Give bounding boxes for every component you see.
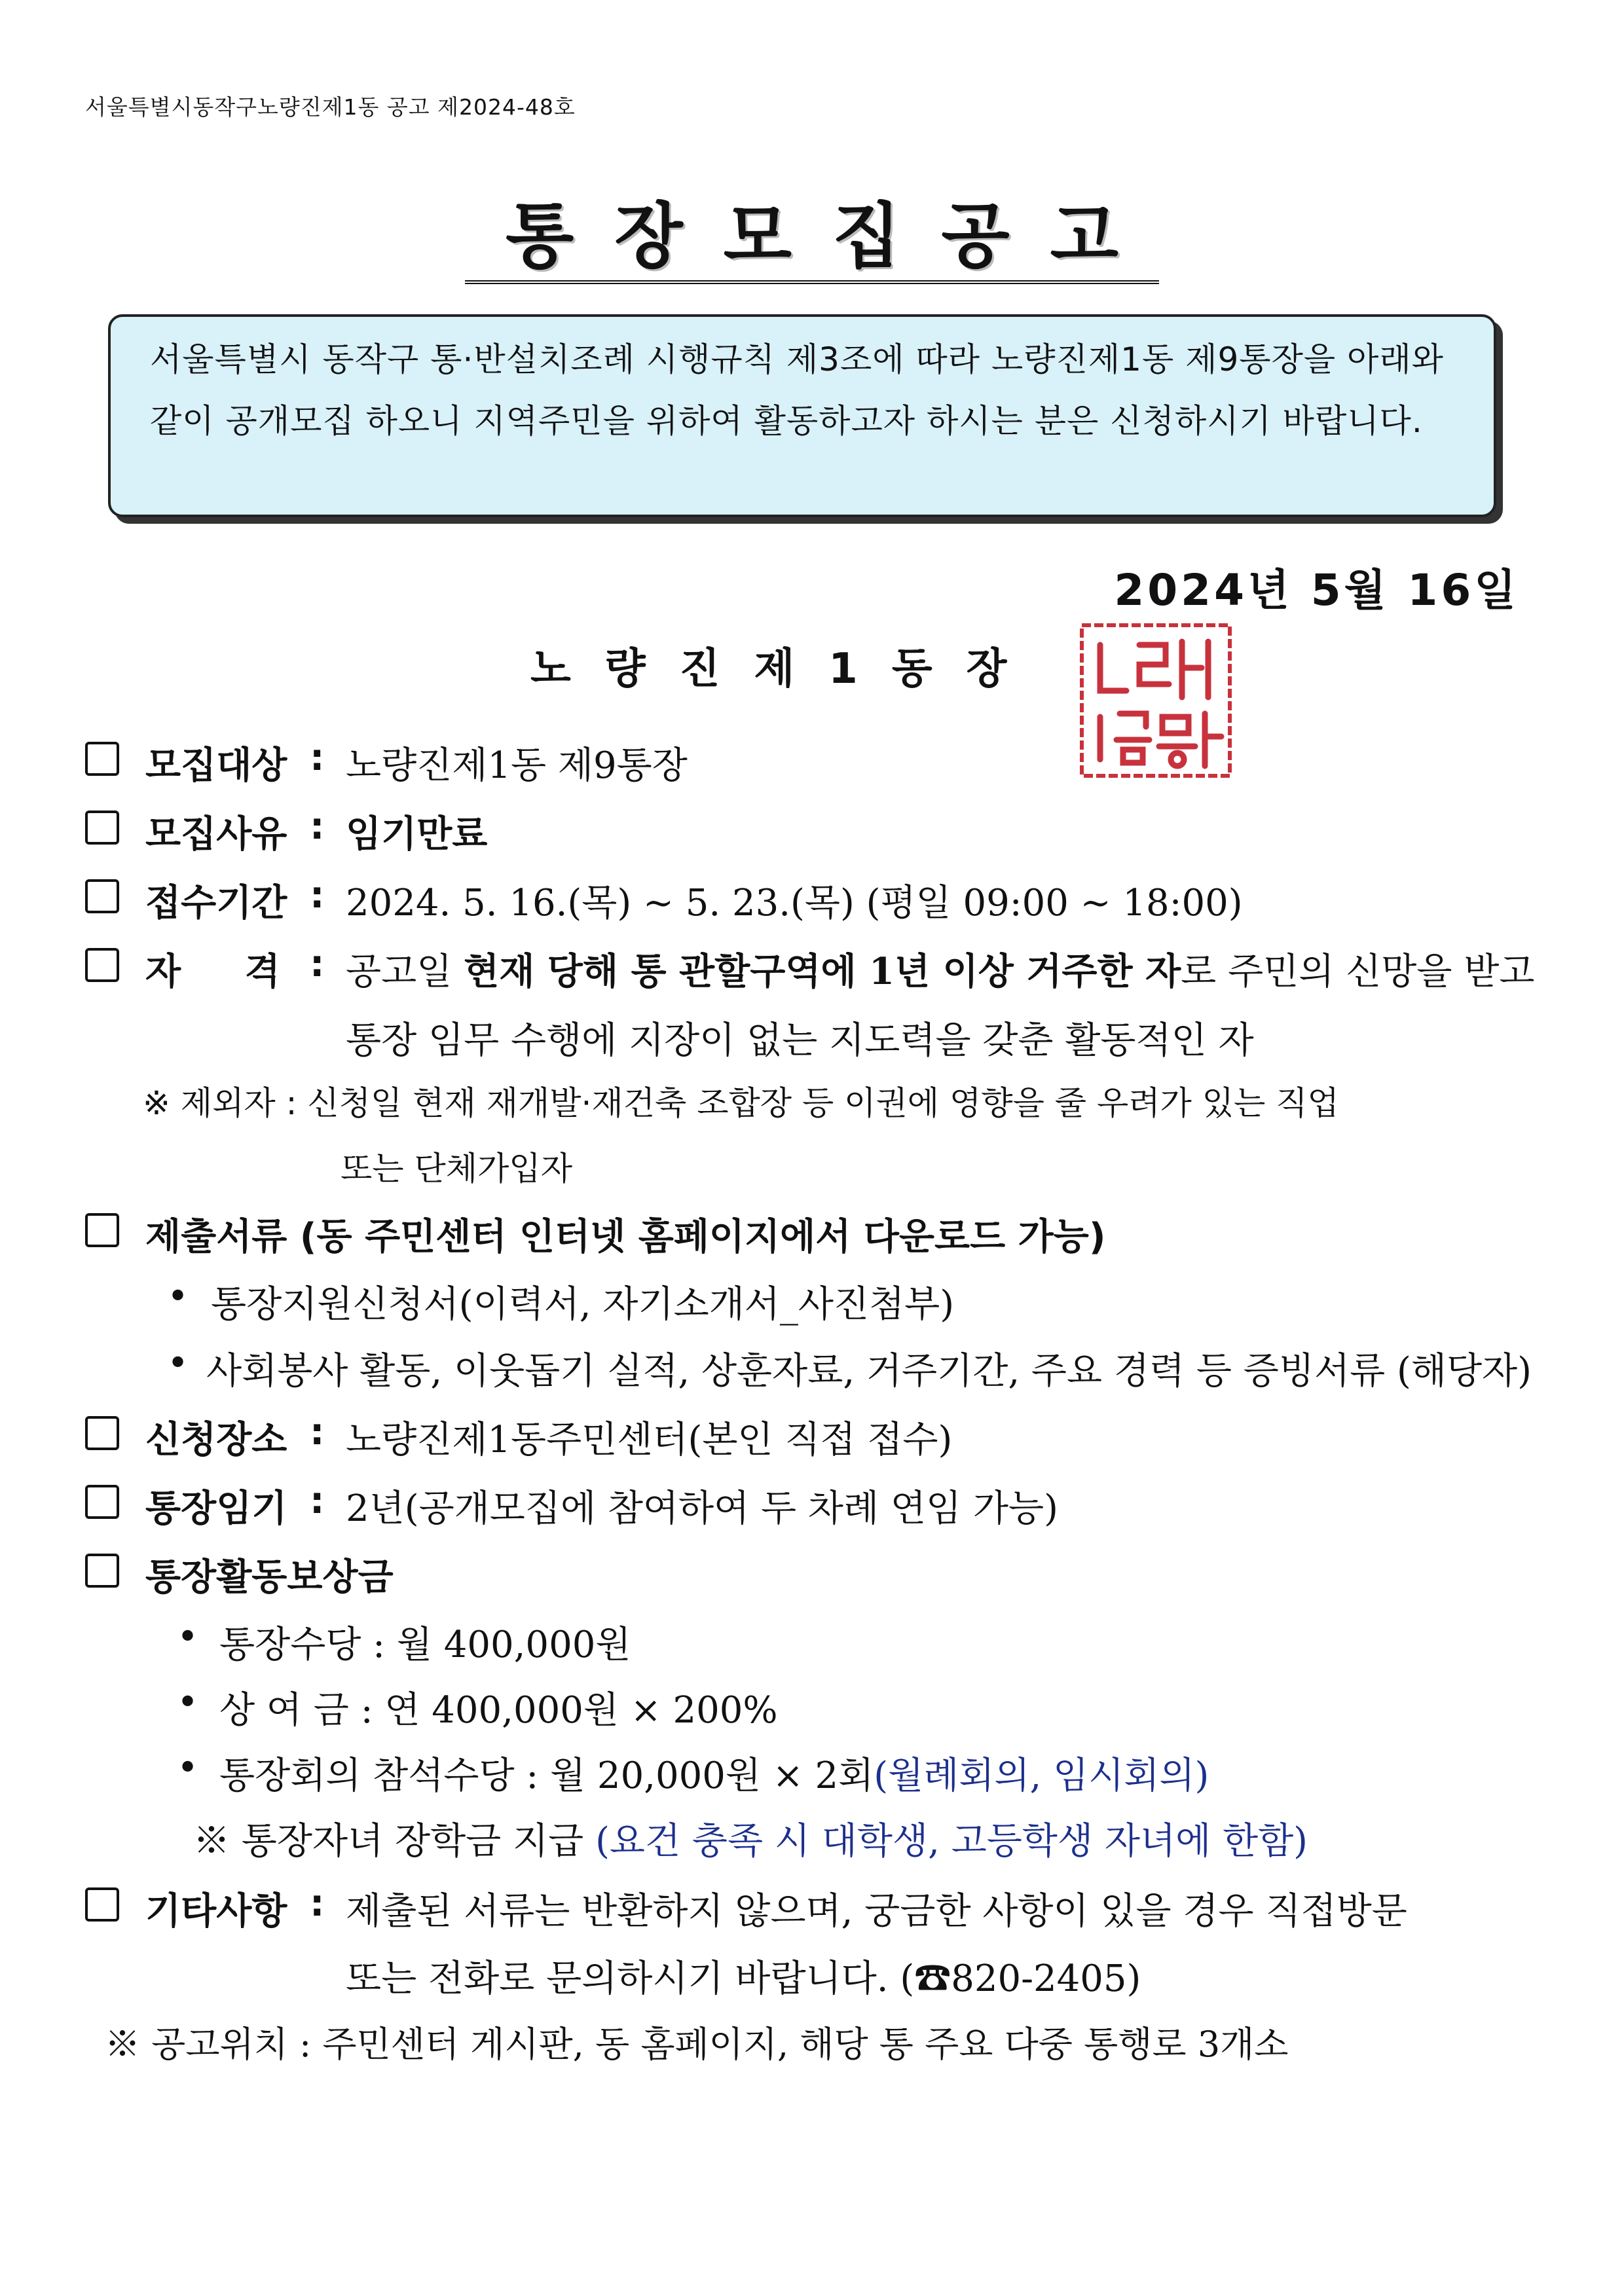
label-period: 접수기간 bbox=[145, 882, 287, 924]
value-place: 노량진제1동주민센터(본인 직접 접수) bbox=[346, 1419, 953, 1461]
label-documents: 제출서류 (동 주민센터 인터넷 홈페이지에서 다운로드 가능) bbox=[145, 1216, 1106, 1258]
colon: : bbox=[310, 874, 325, 917]
qualification-pre: 공고일 bbox=[346, 951, 464, 993]
value-other-line2: 또는 전화로 문의하시기 바랍니다. (☎820-2405) bbox=[346, 1958, 1141, 2000]
checkbox-icon bbox=[85, 1485, 119, 1519]
official-seal-icon bbox=[1074, 619, 1238, 782]
posting-location: ※ 공고위치 : 주민센터 게시판, 동 홈페이지, 해당 통 주요 다중 통행로 3개소 bbox=[105, 2024, 1289, 2065]
document-item: 사회봉사 활동, 이웃돕기 실적, 상훈자료, 거주기간, 주요 경력 등 증빙서류 (해당자) bbox=[206, 1350, 1532, 1393]
checkbox-icon bbox=[85, 879, 119, 913]
compensation-bonus: 상 여 금 : 연 400,000원 × 200% bbox=[219, 1689, 778, 1732]
colon: : bbox=[310, 1882, 325, 1925]
scholarship-note: (요건 충족 시 대학생, 고등학생 자녀에 한함) bbox=[595, 1820, 1308, 1863]
bullet-icon: • bbox=[177, 1616, 199, 1658]
document-item: 통장지원신청서(이력서, 자기소개서_사진첨부) bbox=[211, 1283, 955, 1326]
document-number: 서울특별시동작구노량진제1동 공고 제2024-48호 bbox=[85, 94, 576, 120]
label-place: 신청장소 bbox=[145, 1419, 287, 1461]
value-target: 노량진제1동 제9통장 bbox=[346, 744, 688, 787]
checkbox-icon bbox=[85, 1887, 119, 1922]
colon: : bbox=[310, 805, 325, 848]
value-other-line1: 제출된 서류는 반환하지 않으며, 궁금한 사항이 있을 경우 직접방문 bbox=[346, 1890, 1407, 1933]
qualification-bold: 현재 당해 통 관할구역에 1년 이상 거주한 자 bbox=[464, 950, 1181, 993]
colon: : bbox=[310, 737, 325, 779]
bullet-icon: • bbox=[167, 1342, 189, 1385]
exclusion-line2: 또는 단체가입자 bbox=[341, 1150, 572, 1188]
value-qualification-line1 bbox=[346, 943, 1534, 995]
exclusion-line1: ※ 제외자 : 신청일 현재 재개발·재건축 조합장 등 이권에 영향을 줄 우려가 있는 직업 bbox=[143, 1084, 1339, 1122]
colon: : bbox=[310, 1480, 325, 1522]
value-term: 2년(공개모집에 참여하여 두 차례 연임 가능) bbox=[346, 1487, 1058, 1530]
meeting-note: (월례회의, 임시회의) bbox=[874, 1755, 1209, 1797]
label-qualification: 자 격 bbox=[145, 951, 280, 993]
compensation-scholarship bbox=[193, 1812, 1308, 1865]
checkbox-icon bbox=[85, 1213, 119, 1247]
bullet-icon: • bbox=[177, 1747, 199, 1789]
scholarship-text: ※ 통장자녀 장학금 지급 bbox=[193, 1820, 596, 1863]
value-reason: 임기만료 bbox=[346, 813, 488, 856]
compensation-allowance: 통장수당 : 월 400,000원 bbox=[219, 1624, 631, 1666]
title-container bbox=[0, 196, 1624, 284]
compensation-meeting bbox=[219, 1747, 1209, 1799]
bullet-icon: • bbox=[177, 1681, 199, 1724]
label-target: 모집대상 bbox=[145, 744, 287, 787]
announcement-date: 2024년 5월 16일 bbox=[1114, 565, 1519, 615]
meeting-text: 통장회의 참석수당 : 월 20,000원 × 2회 bbox=[219, 1755, 874, 1797]
intro-box bbox=[108, 314, 1496, 517]
label-term: 통장임기 bbox=[145, 1487, 287, 1530]
page-title: 통장모집공고 bbox=[465, 196, 1159, 284]
value-qualification-line2: 통장 임무 수행에 지장이 없는 지도력을 갖춘 활동적인 자 bbox=[346, 1019, 1254, 1062]
value-period: 2024. 5. 16.(목) ~ 5. 23.(목) (평일 09:00 ~ 18:00) bbox=[346, 882, 1243, 924]
colon: : bbox=[310, 1411, 325, 1453]
checkbox-icon bbox=[85, 948, 119, 982]
checkbox-icon bbox=[85, 1416, 119, 1450]
qualification-post: 로 주민의 신망을 받고 bbox=[1181, 951, 1535, 993]
label-reason: 모집사유 bbox=[145, 813, 287, 856]
checkbox-icon bbox=[85, 1554, 119, 1588]
issuing-office: 노량진제1동장 bbox=[530, 645, 1041, 693]
checkbox-icon bbox=[85, 811, 119, 845]
bullet-icon: • bbox=[167, 1275, 189, 1318]
colon: : bbox=[310, 943, 325, 985]
checkbox-icon bbox=[85, 742, 119, 776]
intro-text: 서울특별시 동작구 통·반설치조례 시행규칙 제3조에 따라 노량진제1동 제9통장을 아래와 같이 공개모집 하오니 지역주민을 위하여 활동하고자 하시는 분은 신청하시기 바랍니다. bbox=[150, 340, 1444, 440]
label-compensation: 통장활동보상금 bbox=[145, 1556, 394, 1599]
label-other: 기타사항 bbox=[145, 1890, 287, 1933]
